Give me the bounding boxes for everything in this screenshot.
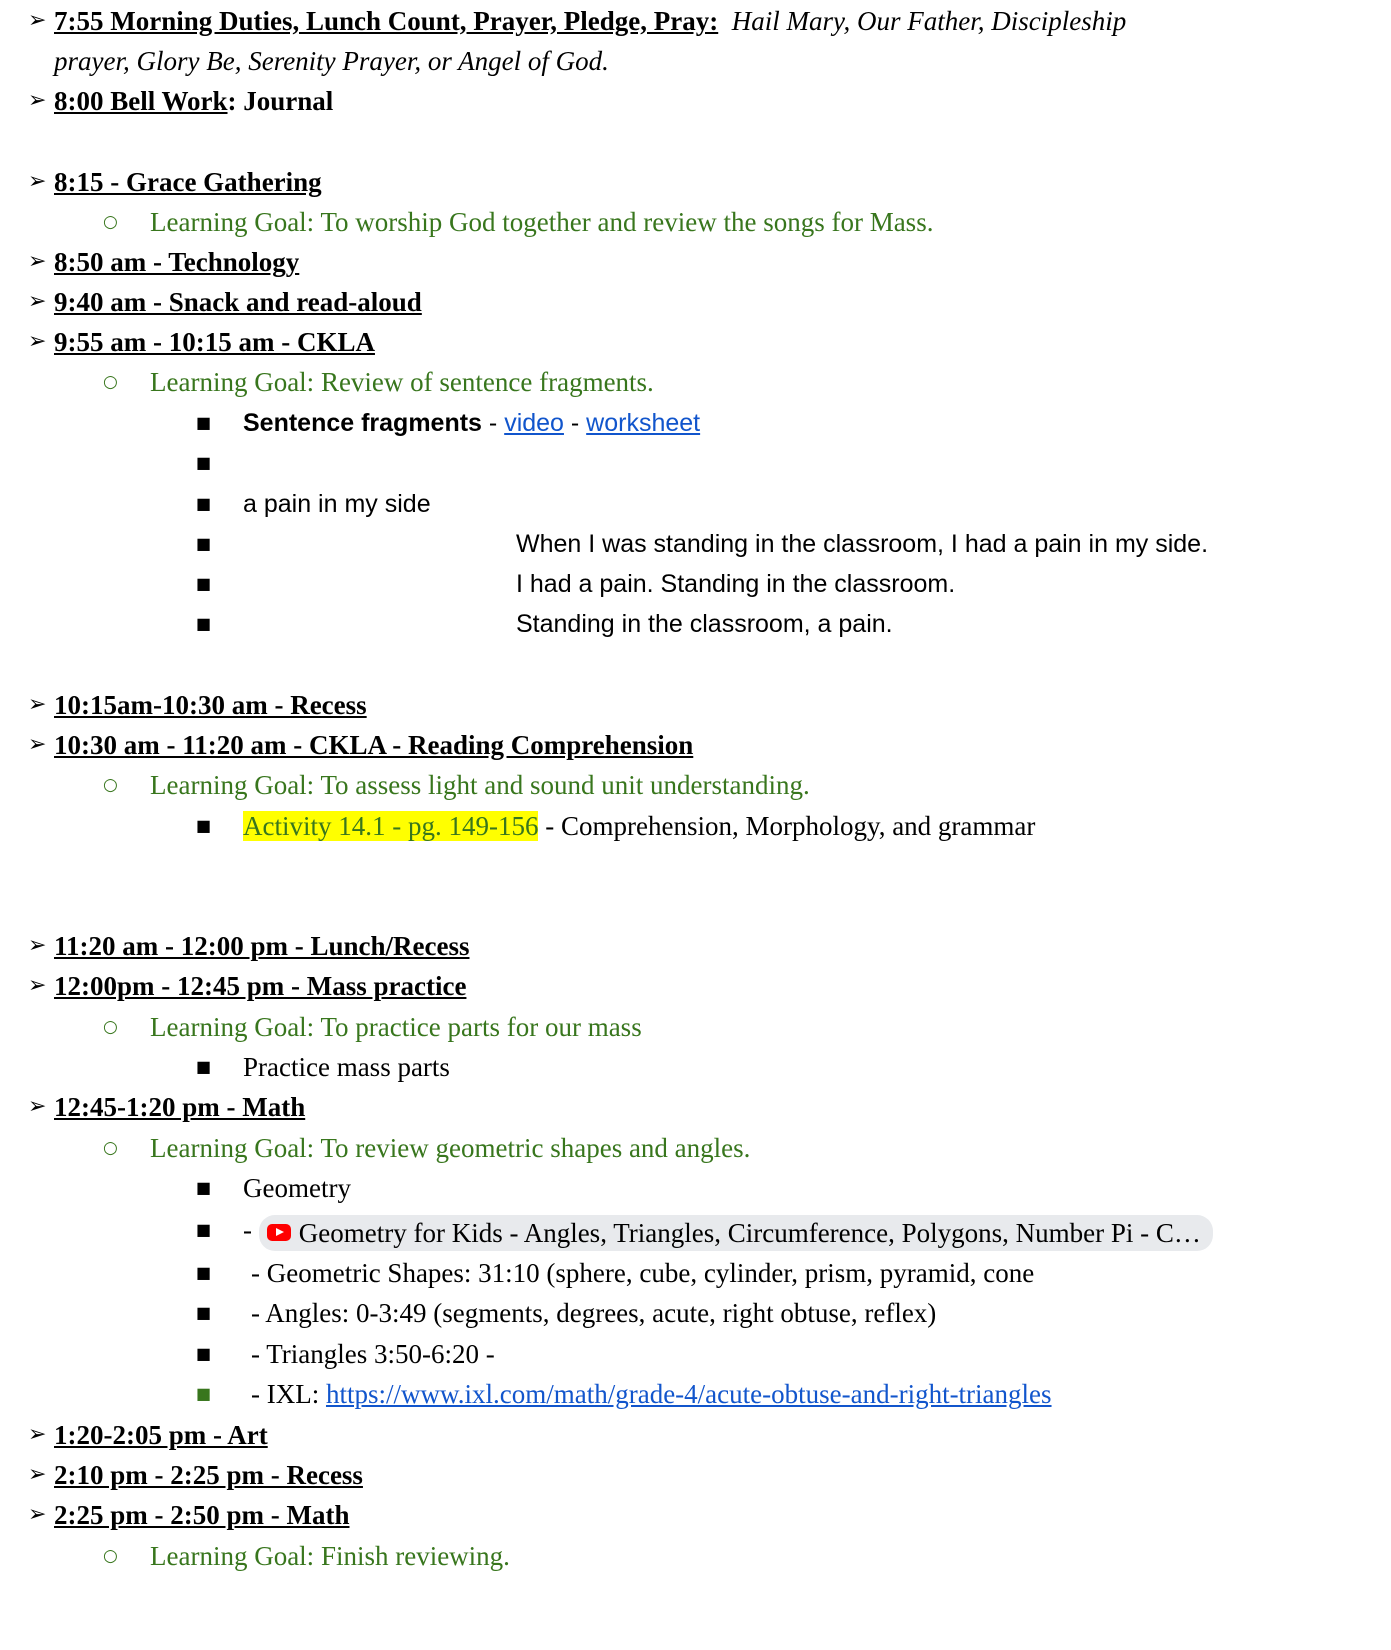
square-bullet-icon: ■ — [196, 534, 212, 553]
schedule-item-1015 — [0, 685, 1391, 725]
schedule-item-0800 — [0, 81, 1391, 121]
time-heading: 10:15am-10:30 am - Recess — [54, 690, 367, 720]
arrow-bullet-icon: ➢ — [28, 973, 47, 998]
list-item — [0, 484, 1391, 524]
angles-note: - Angles: 0-3:49 (segments, degrees, acute, right obtuse, reflex) — [251, 1298, 937, 1328]
task-text: Practice mass parts — [243, 1052, 450, 1082]
schedule-item-0755 — [0, 1, 1391, 41]
youtube-icon — [267, 1224, 291, 1241]
schedule-item-0755-cont — [0, 41, 1391, 81]
schedule-item-1425 — [0, 1495, 1391, 1535]
list-item: ■ Sentence fragments - video - worksheet — [0, 403, 1391, 443]
square-bullet-icon: ■ — [196, 1220, 212, 1239]
square-bullet-icon: ■ — [196, 1344, 212, 1363]
shapes-note: - Geometric Shapes: 31:10 (sphere, cube, cylinder, prism, pyramid, cone — [251, 1258, 1035, 1288]
goal-text: Learning Goal: To assess light and sound unit understanding. — [150, 770, 810, 800]
worksheet-link[interactable]: worksheet — [586, 409, 701, 437]
time-heading: 8:00 Bell Work — [54, 86, 228, 116]
learning-goal — [0, 202, 1391, 242]
goal-text: Learning Goal: To review geometric shapes and angles. — [150, 1133, 751, 1163]
schedule-item-0815 — [0, 162, 1391, 202]
bell-work-activity: : Journal — [227, 86, 334, 116]
arrow-bullet-icon: ➢ — [28, 692, 47, 717]
list-item — [0, 564, 1391, 604]
youtube-video-chip[interactable] — [259, 1215, 1213, 1251]
fragment-text: a pain in my side — [243, 490, 431, 518]
goal-text: Learning Goal: Review of sentence fragments. — [150, 367, 654, 397]
arrow-bullet-icon: ➢ — [28, 249, 47, 274]
time-heading: 2:10 pm - 2:25 pm - Recess — [54, 1460, 363, 1490]
schedule-item-1200 — [0, 966, 1391, 1006]
schedule-item-0955 — [0, 322, 1391, 362]
triangles-note: - Triangles 3:50-6:20 - — [251, 1339, 495, 1369]
square-bullet-icon: ■ — [196, 1303, 212, 1322]
learning-goal — [0, 362, 1391, 402]
circle-bullet-icon: ○ — [103, 372, 118, 392]
arrow-bullet-icon: ➢ — [28, 329, 47, 354]
example-sentence: Standing in the classroom, a pain. — [516, 610, 893, 638]
schedule-item-1410 — [0, 1455, 1391, 1495]
time-heading: 9:55 am - 10:15 am - CKLA — [54, 327, 375, 357]
arrow-bullet-icon: ➢ — [28, 169, 47, 194]
topic-label: Sentence fragments — [243, 409, 482, 437]
arrow-bullet-icon: ➢ — [28, 1462, 47, 1487]
square-bullet-icon: ■ — [196, 1263, 212, 1282]
arrow-bullet-icon: ➢ — [28, 1422, 47, 1447]
list-item — [0, 604, 1391, 644]
arrow-bullet-icon: ➢ — [28, 289, 47, 314]
schedule-item-1245 — [0, 1087, 1391, 1127]
example-sentence: I had a pain. Standing in the classroom. — [516, 570, 956, 598]
goal-text: Learning Goal: To worship God together and review the songs for Mass. — [150, 207, 934, 237]
activity-description: - Comprehension, Morphology, and grammar — [538, 811, 1036, 841]
time-heading: 8:50 am - Technology — [54, 247, 300, 277]
schedule-item-1030 — [0, 725, 1391, 765]
time-heading: 1:20-2:05 pm - Art — [54, 1420, 268, 1450]
time-heading: 11:20 am - 12:00 pm - Lunch/Recess — [54, 931, 470, 961]
circle-bullet-icon: ○ — [103, 212, 118, 232]
time-heading: 10:30 am - 11:20 am - CKLA - Reading Comprehension — [54, 730, 694, 760]
time-heading: 12:45-1:20 pm - Math — [54, 1092, 306, 1122]
square-bullet-icon: ■ — [196, 413, 212, 432]
square-bullet-icon: ■ — [196, 494, 212, 513]
square-bullet-icon: ■ — [196, 1178, 212, 1197]
prayer-list: Hail Mary, Our Father, Discipleship — [731, 6, 1127, 36]
circle-bullet-icon: ○ — [103, 775, 118, 795]
list-item — [0, 806, 1391, 846]
arrow-bullet-icon: ➢ — [28, 88, 47, 113]
goal-text: Learning Goal: To practice parts for our mass — [150, 1012, 642, 1042]
list-item: ■ - Geometry for Kids - Angles, Triangles, Circumference, Polygons, Number Pi - C… — [0, 1210, 1391, 1250]
schedule-item-0940 — [0, 282, 1391, 322]
schedule-item-0850 — [0, 242, 1391, 282]
highlighted-activity: Activity 14.1 - pg. 149-156 — [243, 811, 539, 841]
list-item — [0, 1168, 1391, 1208]
arrow-bullet-icon: ➢ — [28, 933, 47, 958]
arrow-bullet-icon: ➢ — [28, 8, 47, 33]
square-bullet-icon: ■ — [196, 1057, 212, 1076]
time-heading: 2:25 pm - 2:50 pm - Math — [54, 1500, 350, 1530]
example-sentence: When I was standing in the classroom, I had a pain in my side. — [516, 530, 1209, 558]
schedule-item-1320 — [0, 1415, 1391, 1455]
square-bullet-icon: ■ — [196, 614, 212, 633]
square-bullet-icon: ■ — [196, 1384, 212, 1403]
circle-bullet-icon: ○ — [103, 1017, 118, 1037]
list-item: ■ - IXL: https://www.ixl.com/math/grade-4/acute-obtuse-and-right-triangles — [0, 1374, 1391, 1414]
list-item-empty — [0, 443, 1391, 483]
learning-goal — [0, 765, 1391, 805]
list-item — [0, 1334, 1391, 1374]
arrow-bullet-icon: ➢ — [28, 1502, 47, 1527]
time-heading: 8:15 - Grace Gathering — [54, 167, 322, 197]
square-bullet-icon: ■ — [196, 816, 212, 835]
list-item — [0, 1047, 1391, 1087]
ixl-link[interactable]: https://www.ixl.com/math/grade-4/acute-obtuse-and-right-triangles — [325, 1379, 1052, 1409]
learning-goal — [0, 1007, 1391, 1047]
goal-text: Learning Goal: Finish reviewing. — [150, 1541, 510, 1571]
circle-bullet-icon: ○ — [103, 1546, 118, 1566]
prayer-list-cont: prayer, Glory Be, Serenity Prayer, or Angel of God. — [54, 46, 609, 76]
list-item — [0, 1293, 1391, 1333]
video-link[interactable]: video — [504, 409, 564, 437]
schedule-item-1120 — [0, 926, 1391, 966]
learning-goal — [0, 1536, 1391, 1576]
list-item — [0, 1253, 1391, 1293]
arrow-bullet-icon: ➢ — [28, 732, 47, 757]
list-item — [0, 524, 1391, 564]
video-chip-title: Geometry for Kids - Angles, Triangles, Circumference, Polygons, Number Pi - C… — [298, 1217, 1201, 1248]
square-bullet-icon: ■ — [196, 574, 212, 593]
time-heading: 12:00pm - 12:45 pm - Mass practice — [54, 971, 467, 1001]
time-heading: 7:55 Morning Duties, Lunch Count, Prayer, Pledge, Pray: — [54, 6, 719, 36]
time-heading: 9:40 am - Snack and read-aloud — [54, 287, 422, 317]
circle-bullet-icon: ○ — [103, 1138, 118, 1158]
arrow-bullet-icon: ➢ — [28, 1094, 47, 1119]
square-bullet-icon: ■ — [196, 453, 212, 472]
learning-goal — [0, 1128, 1391, 1168]
topic-label: Geometry — [243, 1173, 351, 1203]
